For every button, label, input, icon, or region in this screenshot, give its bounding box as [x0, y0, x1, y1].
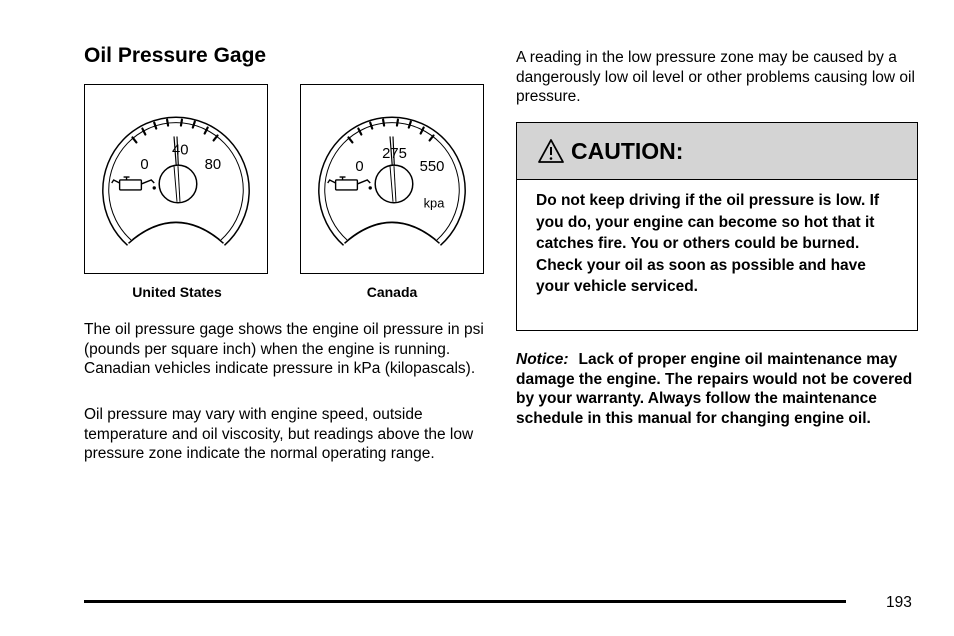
- gauge-label-low: 0: [140, 157, 149, 174]
- page-number: 193: [886, 594, 912, 611]
- body-paragraph-3: A reading in the low pressure zone may be caused by a dangerously low oil level or other problems causing low oil pressure.: [516, 49, 915, 105]
- page-title: Oil Pressure Gage: [84, 44, 267, 67]
- oil-can-icon: [112, 177, 156, 190]
- body-paragraph-2: Oil pressure may vary with engine speed, outside temperature and oil viscosity, but readings above the low pressure zone indicate the normal operating range.: [84, 406, 474, 462]
- gauge-label-mid: 40: [172, 142, 189, 159]
- notice-text: Lack of proper engine oil maintenance may damage the engine. The repairs would not be covered by your warranty. Always follow the maintenance schedule in this manual for changing engine oil.: [516, 351, 913, 427]
- notice-paragraph: [516, 350, 920, 428]
- notice-label: Notice:: [516, 351, 569, 368]
- oil-pressure-gauge-canada: [301, 85, 483, 273]
- warning-triangle-icon: [537, 138, 565, 164]
- caution-text: Do not keep driving if the oil pressure is low. If you do, your engine can become so hot that it catches fire. You or others could be burned. Check your oil as soon as possible and have your vehicle serviced.: [536, 192, 880, 295]
- gauge-label-low: 0: [355, 159, 364, 176]
- gauge-label-mid: 275: [382, 146, 407, 163]
- caution-title: CAUTION:: [571, 137, 684, 164]
- footer-rule: [84, 600, 846, 603]
- gauge-illustration-us: [84, 84, 268, 274]
- gauge-unit-label: kpa: [423, 195, 445, 211]
- gauge-caption-us: United States: [132, 284, 222, 300]
- body-paragraph-1: The oil pressure gage shows the engine oil pressure in psi (pounds per square inch) when the engine is running. Canadian vehicles indicate pressure in kPa (kilopascals).: [84, 321, 484, 377]
- caution-box: [516, 122, 918, 331]
- gauge-illustration-canada: [300, 84, 484, 274]
- gauge-label-high: 80: [204, 157, 222, 174]
- oil-pressure-gauge-us: [85, 85, 267, 273]
- caution-header: [517, 123, 917, 180]
- oil-can-icon: [328, 177, 372, 190]
- gauge-label-high: 550: [419, 159, 445, 176]
- gauge-caption-canada: Canada: [366, 284, 418, 300]
